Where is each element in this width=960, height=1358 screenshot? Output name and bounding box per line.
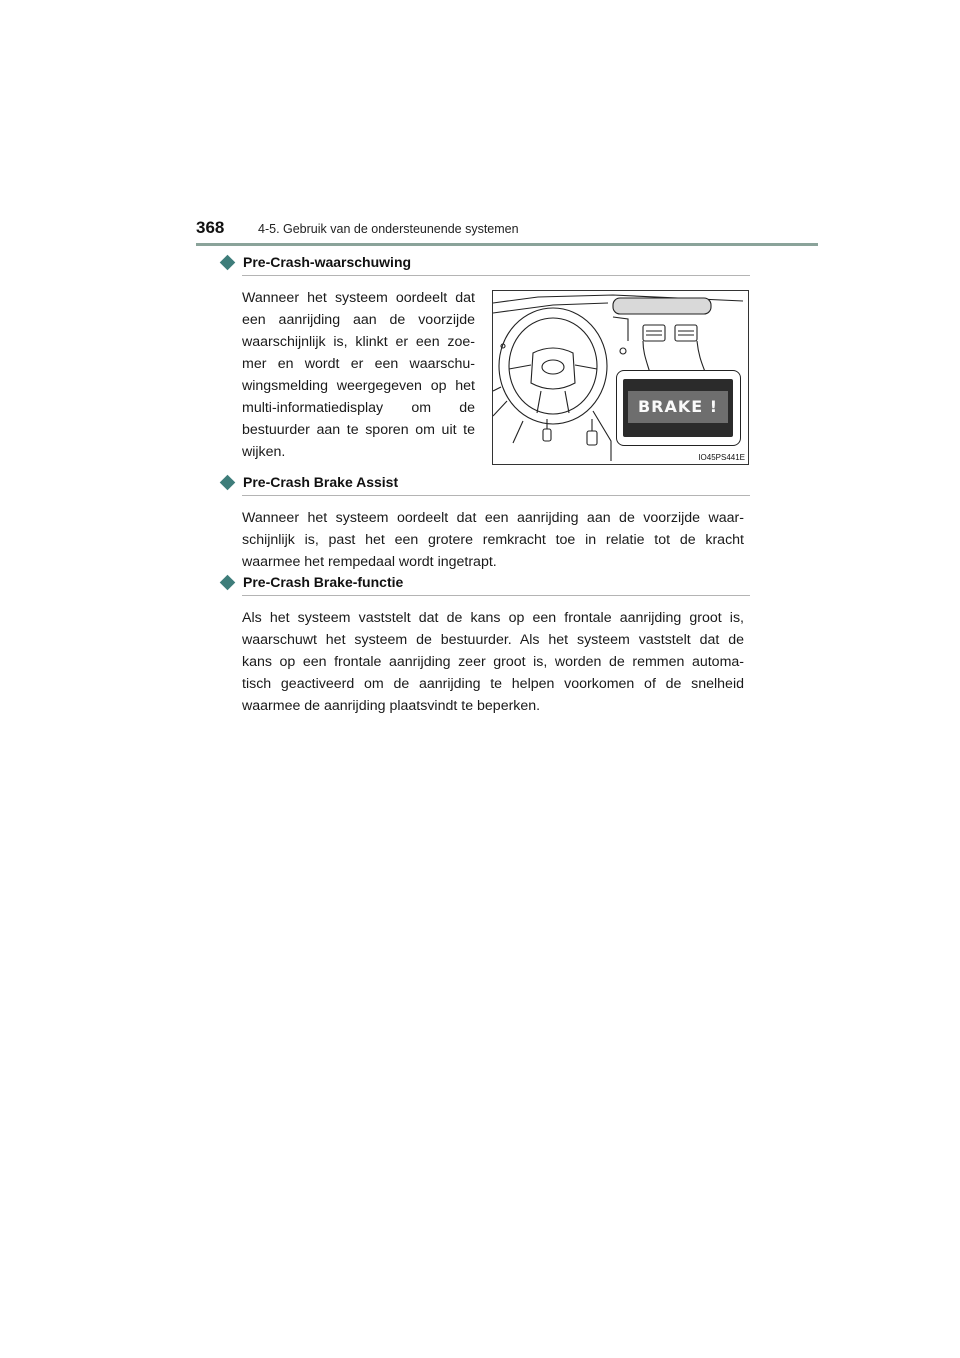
text-line: wingsmelding weergegeven op het [242, 378, 475, 394]
section-rule [242, 275, 750, 276]
dashboard-illustration [492, 290, 749, 465]
text-line: waarmee de aanrijding plaatsvindt te beperken. [242, 698, 541, 714]
header-rule [196, 243, 818, 246]
section-body-brake-function [242, 607, 744, 717]
figure-code: IO45PS441E [698, 453, 745, 462]
text-line: Als het systeem vaststelt dat de kans op een frontale aanrijding groot is, [242, 610, 744, 626]
chapter-heading: 4-5. Gebruik van de ondersteunende systemen [258, 222, 519, 236]
text-line: tisch geactiveerd om de aanrijding te helpen voorkomen of de snelheid [242, 676, 744, 692]
text-line: schijnlijk is, past het een grotere remkracht toe in relatie tot de kracht [242, 532, 744, 548]
section-rule [242, 495, 750, 496]
diamond-bullet-icon [220, 474, 236, 490]
text-line: multi-informatiedisplay om de [242, 400, 475, 416]
text-line: waarschijnlijk is, klinkt er een zoe- [242, 334, 475, 350]
text-line: Wanneer het systeem oordeelt dat een aanrijding aan de voorzijde waar- [242, 510, 744, 526]
section-title-pre-crash-warning [220, 254, 750, 270]
page-number: 368 [196, 218, 225, 237]
multi-information-display-inset [616, 370, 741, 446]
text-line: bestuurder aan te sporen om uit te [242, 422, 475, 438]
text-line: wijken. [242, 444, 286, 460]
section-body-pre-crash-warning [242, 287, 475, 463]
diamond-bullet-icon [220, 254, 236, 270]
text-line: een aanrijding aan de voorzijde [242, 312, 475, 328]
text-line: waarschuwt het systeem de bestuurder. Als het systeem vaststelt dat de [242, 632, 744, 648]
text-line: waarmee het rempedaal wordt ingetrapt. [242, 554, 497, 570]
display-screen [623, 379, 733, 437]
section-title-text: Pre-Crash Brake Assist [243, 474, 399, 490]
text-line: mer en wordt er een waarschu- [242, 356, 475, 372]
diamond-bullet-icon [220, 574, 236, 590]
section-title-brake-function [220, 574, 750, 590]
section-rule [242, 595, 750, 596]
section-title-text: Pre-Crash Brake-functie [243, 574, 404, 590]
section-title-brake-assist [220, 474, 750, 490]
brake-warning-message: BRAKE ! [628, 391, 728, 423]
section-body-brake-assist [242, 507, 744, 573]
section-title-text: Pre-Crash-waarschuwing [243, 254, 412, 270]
text-line: kans op een frontale aanrijding zeer groot is, worden de remmen automa- [242, 654, 744, 670]
text-line: Wanneer het systeem oordeelt dat [242, 290, 475, 306]
